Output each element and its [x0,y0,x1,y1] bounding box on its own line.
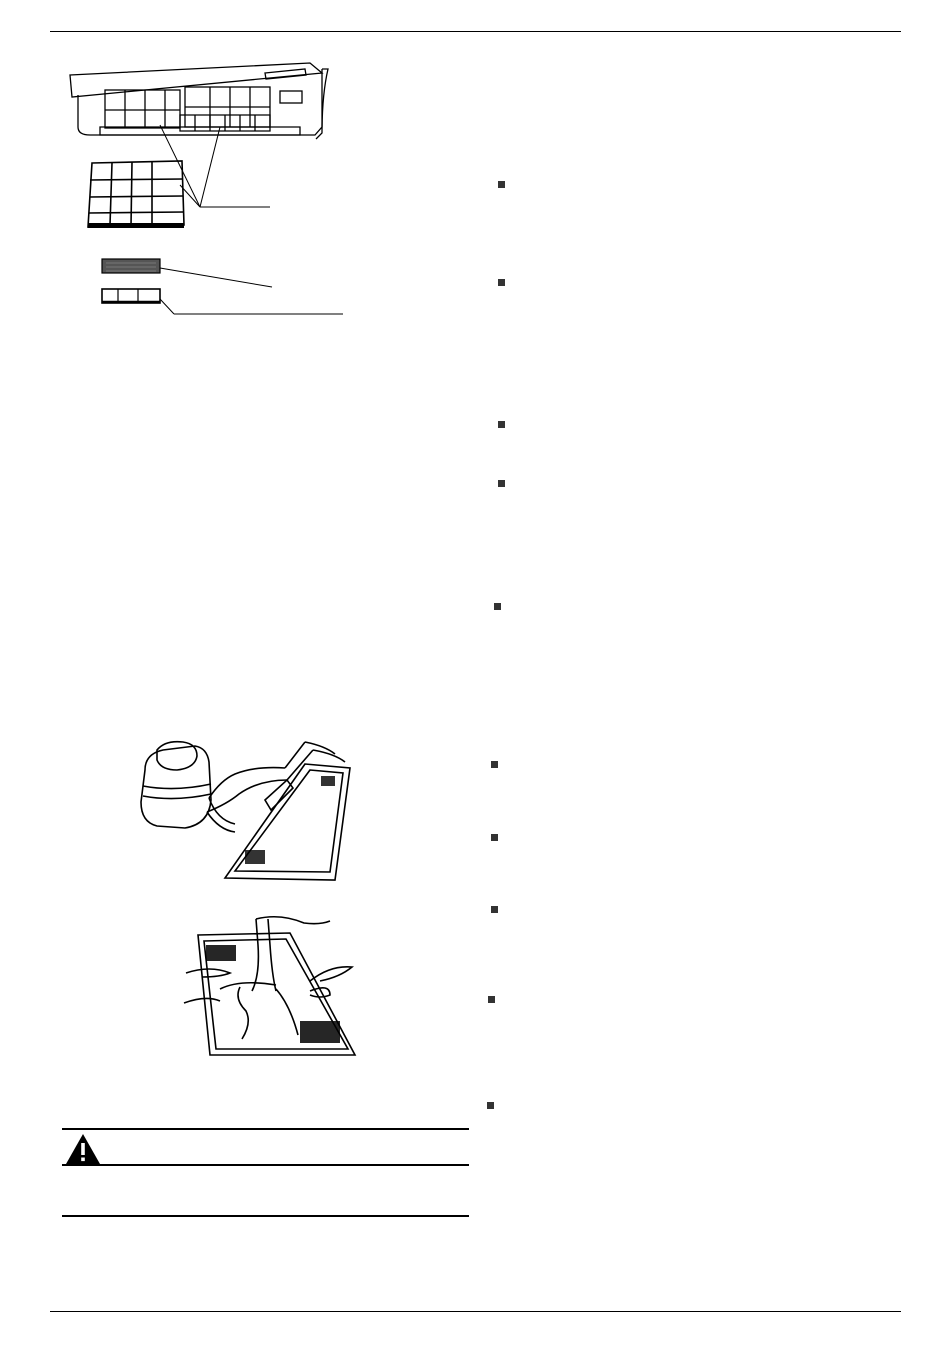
indoor-unit-figure [60,55,360,325]
bullet-9 [488,996,495,1003]
warning-box [62,1128,469,1218]
bullet-1 [498,181,505,188]
bullet-3 [498,421,505,428]
warning-mid-rule [62,1164,469,1166]
bullet-2 [498,279,505,286]
warning-top-rule [62,1128,469,1130]
warning-triangle-icon [65,1133,101,1165]
bullet-7 [491,834,498,841]
header-rule [50,31,901,32]
bullet-8 [491,906,498,913]
bullet-10 [487,1102,494,1109]
bullet-4 [498,480,505,487]
warning-bottom-rule [62,1215,469,1217]
bullet-5 [494,603,501,610]
bullet-6 [491,761,498,768]
vacuum-figure [135,740,360,885]
washing-figure [180,915,360,1060]
footer-rule [50,1311,901,1312]
